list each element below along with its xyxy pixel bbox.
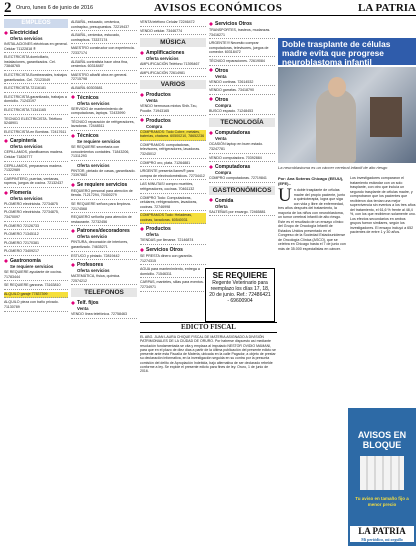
- classified-ad[interactable]: PLOMERO 71345112: [4, 232, 68, 239]
- news-headline[interactable]: Doble trasplante de células madre evita que progrese neuroblastoma infantil: [278, 38, 416, 65]
- story-column-b: [350, 176, 416, 404]
- classified-ad[interactable]: COMPRO computadoras. 72719841: [209, 176, 275, 183]
- classified-ad[interactable]: MAESTRO albañil obra en general. 72715798: [71, 73, 137, 84]
- section-divider: TECNOLOGÍA: [209, 118, 275, 127]
- category-diamond-icon: [71, 263, 75, 267]
- classified-ad[interactable]: ELECTRICISTA domiciliario, instalaciones, garantizados. Cel. 73848765: [4, 55, 68, 71]
- classified-ad[interactable]: SALTEÑAS por encargo. 72465881: [209, 210, 275, 217]
- category-subheading: Se requiere servicios: [10, 264, 54, 270]
- classified-ad[interactable]: VENDO computadora. 70392884: [209, 156, 275, 163]
- edict-title: EDICTO FISCAL: [140, 322, 277, 333]
- classified-ad[interactable]: COMPRAMOS: computadoras, televisores, refrigeradores, lavadoras. 73245012: [140, 143, 206, 159]
- category-subheading: Oferta servicios: [146, 56, 179, 62]
- classified-ad[interactable]: OCASIÓN laptop en buen estado. 73247781: [209, 142, 275, 153]
- category-subheading: Oferta: [146, 232, 159, 238]
- category-heading: Otros: [209, 97, 275, 103]
- newspaper-brand: LA PATRIA: [358, 2, 416, 14]
- category-diamond-icon: [209, 68, 213, 72]
- promo-avisos-en-bloque[interactable]: [348, 408, 416, 546]
- category-subheading: Venta: [77, 306, 89, 312]
- category-subheading: Venta: [146, 98, 158, 104]
- category-diamond-icon: [4, 259, 8, 263]
- page-header: [4, 2, 416, 16]
- category-subheading: Oferta servicios: [10, 36, 43, 41]
- section-divider: VARIOS: [140, 80, 206, 89]
- promo-brand: LA PATRIA: [358, 526, 406, 536]
- classified-ad[interactable]: TECNICO ELECTRICISTA. Teléfono 5248901: [4, 117, 68, 128]
- classified-ad[interactable]: AMPLIFICACIÓN 72614981: [140, 71, 206, 78]
- promo-graphic: [360, 456, 404, 490]
- classified-ad[interactable]: VENDO garrafas. 73418790: [209, 88, 275, 95]
- category-diamond-icon: [140, 118, 144, 122]
- category-diamond-icon: [4, 191, 8, 195]
- category-heading: Electricidad: [4, 30, 68, 36]
- category-diamond-icon: [71, 134, 75, 138]
- classified-ad[interactable]: SE REQUIERE secretaria con conocimientos contables. 71843206, 71311293: [71, 145, 137, 161]
- category-subheading: Compra: [215, 170, 232, 176]
- category-subheading: Oferta servicio: [77, 234, 108, 240]
- classified-ad[interactable]: CEPILLAMOS, planificamos madera. Celular 71826777: [4, 150, 68, 161]
- category-subheading: Oferta servicios: [77, 162, 110, 168]
- story-byline: Por: Ana Soteras Chicago (EEUU), (EFE).-: [278, 176, 344, 186]
- classified-ad[interactable]: CARPINTERO, puertas, ventanas, roperos, juegos de cocina. 72132437: [4, 177, 68, 188]
- classified-ad[interactable]: VENTA teléfono Celular 72246472: [140, 20, 206, 27]
- category-diamond-icon: [140, 93, 144, 97]
- classified-ad[interactable]: AMPLIFICACIÓN Teléfono 71395467: [140, 62, 206, 69]
- drop-cap: U: [278, 185, 292, 206]
- category-heading: Productos: [140, 92, 206, 98]
- story-text-b: Los investigadores compararon el tratamiento estándar con un solo trasplante, con otro que incluía un segundo trasplante de células madre, y comprobaron que los pacientes que recibieron dos tenían una mejor supervivencia sin eventos a los tres años del tratamiento, el 61,6 % frente al 48,4 %, con los que recibieron solamente uno. Los efectos secundarios en ambos grupos fueron similares, según los investigadores. El ensayo incluyó a 652 pacientes de entre 1 y 30 años.: [350, 176, 416, 234]
- classified-ad[interactable]: PINTOR, pintado de casas, garantizado. 73397883: [71, 169, 137, 180]
- classified-ad[interactable]: CARPAS, manteles, sillas para eventos. 72734971: [140, 280, 206, 291]
- notice-body: Regente Veterinario para reemplazo los días 17, 18, 20 de junio. Ref.: 72486421 - 69600904: [209, 280, 271, 304]
- category-heading: Profesores: [71, 262, 137, 268]
- classified-ad[interactable]: ELECTRICISTA 72116181: [4, 86, 68, 93]
- story-text-a: Un doble trasplante de células madre del propio paciente, junto a quimioterapia, logra que siga con vida y libre de enfermedad, tres años después del tratamiento, la mayoría de los niños con neuroblastoma, un tumor cerebral infantil de alto riesgo. Este es el resultado de un ensayo clínico del Grupo de Oncología Infantil de Estados Unidos presentado en el Congreso de la Sociedad Estadounidense de Oncología Clínica (ASCO), que se celebra en Chicago hasta el 7 de junio con más de 35.000 especialistas en cáncer.: [278, 185, 346, 251]
- edict-body: EL ABG. JUAN LAURA CHIQUE FISCAL DE MATERIA ASIGNADO A DIVISIÓN PATRIMONIALES DE LA CIUDAD DE ORURO. Por haberse dispuesto así mediante resolución fundamentada se cita y emplaza al imputado NESTOR OVIDIO MAMANI, para que en el plazo de diez días a partir de la última publicación del presente edicto se presente ante esta Fiscalía de Materia, ubicada en la calle Pagador, a objeto de prestar su declaración informativa, en la investigación seguida en su contra por la presunta comisión del delito de Apropiación Indebida, bajo alternativa de ser declarado rebelde conforme a ley. Se expide el presente edicto para fines de ley. Oruro, 1 de junio de 2016.: [140, 335, 277, 374]
- category-subheading: Venta: [215, 136, 227, 142]
- category-diamond-icon: [71, 183, 75, 187]
- dateline: Oruro, lunes 6 de junio de 2016: [16, 5, 94, 11]
- category-heading: Patrones/decoradores: [71, 228, 137, 234]
- classified-ad[interactable]: ELECTRICISTA 71341165: [4, 108, 68, 115]
- category-subheading: Oferta servicios: [77, 268, 110, 274]
- classified-ad[interactable]: ESTUCO y pintado. 72819442: [71, 254, 137, 261]
- category-heading: Carpintería: [4, 138, 68, 144]
- category-heading: Comida: [209, 198, 275, 204]
- category-diamond-icon: [140, 248, 144, 252]
- category-heading: Otros: [209, 68, 275, 74]
- section-divider: TELEFONOS: [71, 288, 137, 297]
- category-diamond-icon: [209, 97, 213, 101]
- category-diamond-icon: [209, 22, 213, 26]
- category-subheading: Se requiere servicios: [77, 138, 121, 144]
- classified-ad[interactable]: PLOMERO electricista. 72734875: [4, 202, 68, 209]
- category-diamond-icon: [140, 51, 144, 55]
- category-heading: Amplificaciones: [140, 50, 206, 56]
- classified-ad[interactable]: TIENDAS por llenarse. 72146874: [140, 238, 206, 245]
- classified-ad[interactable]: AGUA para mantenimiento, entrega a domicilio. 71546311: [140, 267, 206, 278]
- classified-ad[interactable]: SERVICIO de mantenimiento de computadoras, laptops. 72433990: [71, 107, 137, 118]
- classified-ad[interactable]: URGENTE!!! Necesito comprar computadoras, televisores, juegos de comedor. 60318472: [209, 41, 275, 57]
- classified-ad[interactable]: CEPILLAMOS, preparamos madera. 71322989: [4, 164, 68, 175]
- classified-ad[interactable]: VENDO hermosos mixtos Shih-Tzu, Poodle. 71943165: [140, 104, 206, 115]
- classified-ad[interactable]: PINTURA, decoración de interiores, garantizado. 74635271: [71, 240, 137, 251]
- category-heading: Se requiere servicios: [71, 182, 137, 188]
- news-photo: [278, 67, 416, 163]
- classified-ad[interactable]: ALQUILO pieza con baño privado. 71130789: [4, 300, 68, 311]
- notice-title: SE REQUIERE: [212, 271, 268, 280]
- category-diamond-icon: [209, 165, 213, 169]
- category-subheading: Oferta servicios: [10, 195, 43, 201]
- promo-brand-box: [350, 526, 414, 542]
- promo-tagline: Mi periódico, mi orgullo: [361, 537, 403, 542]
- category-diamond-icon: [209, 131, 213, 135]
- classifieds-column-4: [209, 19, 275, 265]
- classified-ad[interactable]: ALBAÑIL, estucado, cerámica, contrapiso, presupuestos. 72219437: [71, 20, 137, 31]
- category-diamond-icon: [209, 198, 213, 202]
- classified-ad[interactable]: ALBAÑIL, cerámica, estucado, contrapisos. 73337174: [71, 33, 137, 44]
- classified-ad[interactable]: PLOMERO electricista. 72734875, 73470097: [4, 210, 68, 221]
- classified-ad[interactable]: VENDO línea telefónica. 72758463: [71, 312, 137, 319]
- category-heading: Técnicos: [71, 95, 137, 101]
- classified-ad[interactable]: SE REQUIERE garzona. 73163810: [4, 283, 68, 290]
- classified-ad[interactable]: VENDO celular. 73446774: [140, 29, 206, 36]
- classifieds-column-2: [71, 19, 137, 546]
- section-title: AVISOS ECONÓMICOS: [154, 2, 283, 14]
- classified-ad[interactable]: SE REQUIERE señora para limpieza. 72174568: [71, 202, 137, 213]
- category-subheading: Oferta servicios: [10, 144, 43, 150]
- category-diamond-icon: [4, 31, 8, 35]
- section-divider: GASTRONÓMICOS: [209, 186, 275, 195]
- category-subheading: Compra: [215, 102, 232, 108]
- classified-ad[interactable]: SE REQUIERE ayudante de cocina. 71783444: [4, 270, 68, 281]
- classified-ad[interactable]: PLOMERO 73409217: [4, 249, 68, 256]
- classified-ad[interactable]: COMPRO oro, plata. 71264881: [140, 161, 206, 168]
- category-heading: Servicios Otros: [140, 247, 206, 253]
- highlighted-ad[interactable]: COMPRAMOS: Todo Cobre, metales, baterías, chatarra. 60500210, 78652236: [140, 130, 206, 141]
- classified-ad[interactable]: TRANSPORTES, trasteos, mudanzas. 73416271: [209, 28, 275, 39]
- section-divider: MÚSICA: [140, 38, 206, 47]
- category-heading: Técnicos: [71, 133, 137, 139]
- classified-ad[interactable]: ELECTRICISTA Bombeanales, trabajos garantizados. Cel. 72123049: [4, 73, 68, 84]
- classified-ad[interactable]: SE PRESTA dinero con garantía. 71274315: [140, 254, 206, 265]
- classified-ad[interactable]: MAESTRO constructor con experiencia. 72337174: [71, 46, 137, 57]
- classified-ad[interactable]: TÉCNICO reparaciones. 72619084: [209, 59, 275, 66]
- category-diamond-icon: [71, 95, 75, 99]
- category-heading: Telf. fijos: [71, 300, 137, 306]
- classified-ad[interactable]: TÉCNICO reparación de refrigeradores, lavadoras. 72448511: [71, 120, 137, 131]
- classified-ad[interactable]: COMPRO Todo: Computadoras, celulares, refrigeradores, lavadoras, cocinas. 72746998: [140, 196, 206, 212]
- category-diamond-icon: [71, 301, 75, 305]
- classified-ad[interactable]: INSTALACIONES eléctricas en general. Celular 71122818 ®: [4, 42, 68, 53]
- category-diamond-icon: [140, 227, 144, 231]
- classified-ad[interactable]: REQUIERO personal para atención de tienda. 71217294, 70400279: [71, 189, 137, 200]
- category-heading: Gastronomía: [4, 258, 68, 264]
- category-heading: Productos: [140, 118, 206, 124]
- classified-ad[interactable]: ALBAÑIL contratista hace obra fina, cerámica. 60318487: [71, 60, 137, 71]
- category-heading: Servicios Otros: [209, 21, 275, 27]
- page-number: 2: [4, 0, 12, 16]
- category-subheading: Compra: [146, 123, 163, 129]
- category-subheading: Oferta servicios: [77, 100, 110, 106]
- classified-ad[interactable]: LAS MINUTAS! compro muebles, refrigeradores, cocinas. 70461132: [140, 182, 206, 193]
- empleos-banner: EMPLEOS: [4, 19, 68, 28]
- category-subheading: Oferta: [215, 203, 228, 209]
- job-notice-box: [205, 268, 275, 322]
- highlighted-ad[interactable]: ALQUILO garaje 77837399: [4, 292, 68, 299]
- promo-title: AVISOS EN BLOQUE: [357, 430, 407, 450]
- classified-ad[interactable]: ELECTRICISTA en Bombas. 72417611: [4, 130, 68, 137]
- classified-ad[interactable]: ELECTRICISTA garantizado, trabajos a domicilio. 71243197: [4, 95, 68, 106]
- promo-subtitle: Tu aviso en tamaño fijo a menor precio: [355, 496, 409, 507]
- category-heading: Productos: [140, 226, 206, 232]
- edicto-fiscal: [140, 322, 277, 546]
- photo-caption: La neuroblastoma es un cáncer cerebral infantil de alto riesgo: [278, 165, 388, 170]
- category-diamond-icon: [4, 139, 8, 143]
- classified-ad[interactable]: PLOMERO 72170381: [4, 241, 68, 248]
- highlighted-ad[interactable]: COMPRAMOS Todo: Heladeras, cocinas, lavadoras. 60540031: [140, 213, 206, 224]
- story-column-a: [278, 176, 346, 546]
- category-diamond-icon: [71, 229, 75, 233]
- category-heading: Computadoras: [209, 164, 275, 170]
- classified-ad[interactable]: REQUIERO señorita para atención de restaurante. 72732456: [71, 215, 137, 226]
- classified-ad[interactable]: PLOMERO 72126733: [4, 224, 68, 231]
- classified-ad[interactable]: BUSCO espacio. 71248453: [209, 109, 275, 116]
- classified-ad[interactable]: URGENTE presenta llanes® para compra de electrodomésticos. 72734412: [140, 169, 206, 180]
- classified-ad[interactable]: MATEMÁTICA, física, química. 72574212: [71, 274, 137, 285]
- category-subheading: Venta: [215, 73, 227, 79]
- category-heading: Computadoras: [209, 130, 275, 136]
- classified-ad[interactable]: VENDO cortinas. 72614532: [209, 80, 275, 87]
- category-heading: Plomería: [4, 190, 68, 196]
- classifieds-column-1: [4, 19, 68, 546]
- classified-ad[interactable]: ALBAÑIL 60303681: [71, 86, 137, 93]
- classifieds-column-3: [140, 19, 206, 319]
